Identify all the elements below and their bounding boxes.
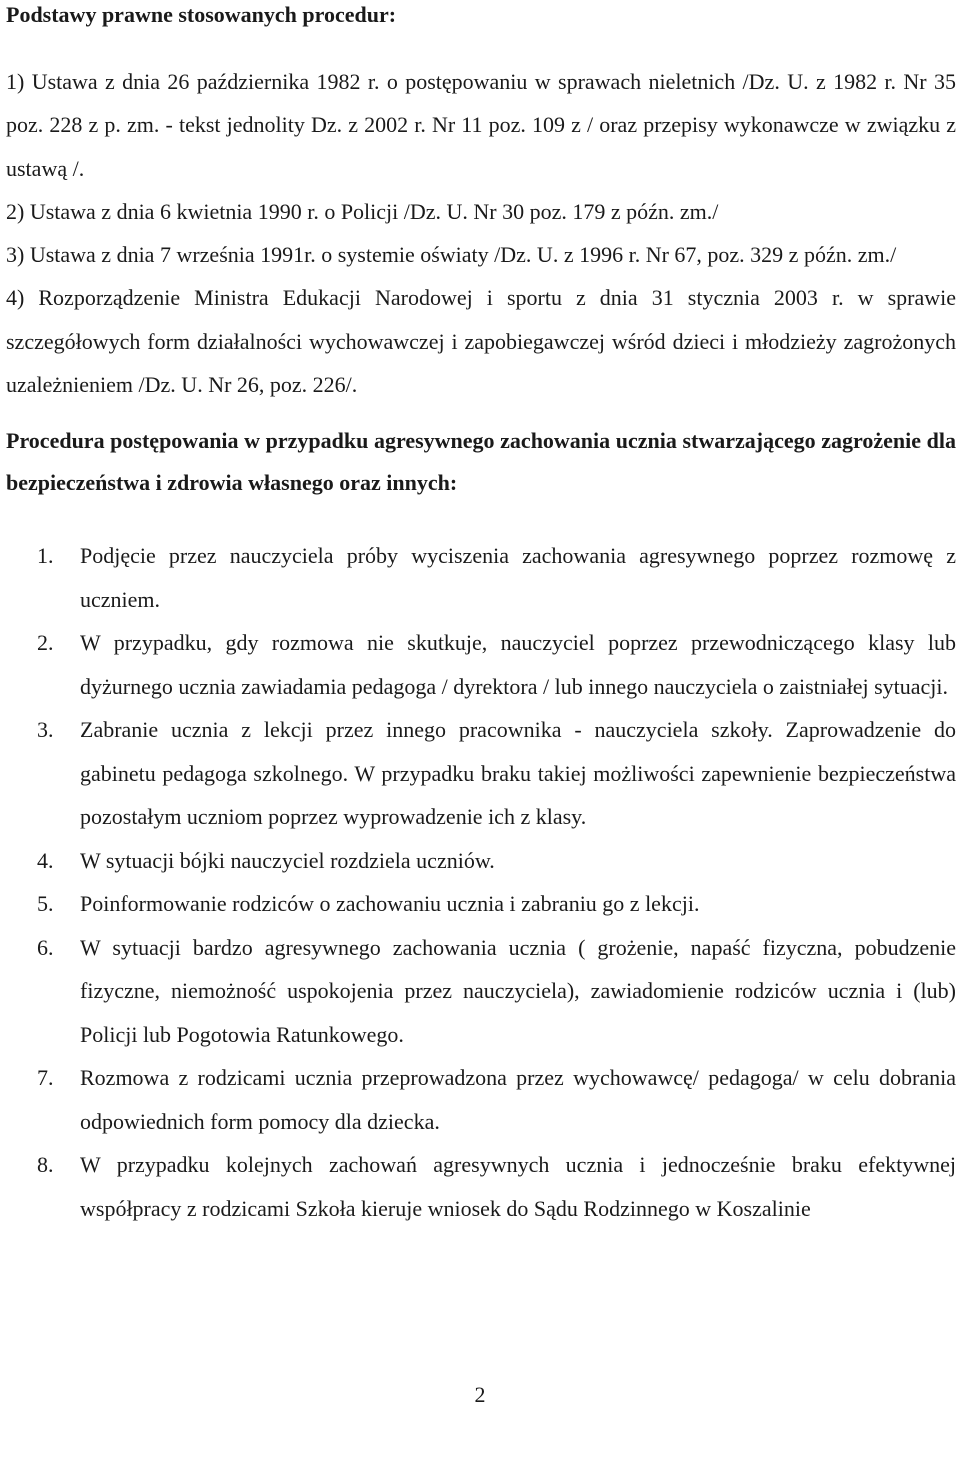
step-text: Poinformowanie rodziców o zachowaniu ucznia i zabraniu go z lekcji. bbox=[80, 891, 700, 916]
step-number: 6. bbox=[37, 934, 54, 960]
step-number: 4. bbox=[37, 847, 54, 873]
legal-basis-item: 3) Ustawa z dnia 7 września 1991r. o systemie oświaty /Dz. U. z 1996 r. Nr 67, poz. 329 z późn. zm./ bbox=[6, 242, 897, 268]
page-number: 2 bbox=[474, 1382, 486, 1407]
procedure-step bbox=[0, 839, 956, 883]
step-text: W przypadku kolejnych zachowań agresywnych ucznia i jednocześnie braku efektywnej współpracy z rodzicami Szkoła kieruje wniosek do Sądu Rodzinnego w Koszalinie bbox=[80, 1152, 956, 1221]
step-number: 8. bbox=[37, 1152, 54, 1177]
step-number: 1. bbox=[37, 543, 54, 568]
procedure-step bbox=[0, 1143, 956, 1230]
step-text: Podjęcie przez nauczyciela próby wyciszenia zachowania agresywnego poprzez rozmowę z uczniem. bbox=[80, 543, 956, 612]
procedure-step bbox=[0, 926, 956, 1057]
step-number: 7. bbox=[37, 1065, 54, 1090]
step-text: W przypadku, gdy rozmowa nie skutkuje, nauczyciel poprzez przewodniczącego klasy lub dyżurnego ucznia zawiadamia pedagoga / dyrektora / lub innego nauczyciela o zaistniałej sytuacji. bbox=[80, 630, 956, 699]
legal-basis-item: 1) Ustawa z dnia 26 października 1982 r. o postępowaniu w sprawach nieletnich /Dz. U. z 1982 r. Nr 35 poz. 228 z p. zm. - tekst jednolity Dz. z 2002 r. Nr 11 poz. 109 z / oraz przepisy wykonawcze w związku z ustawą /. bbox=[6, 69, 956, 181]
procedure-steps-list bbox=[0, 534, 956, 1230]
step-number: 5. bbox=[37, 891, 54, 916]
procedure-step bbox=[0, 534, 956, 621]
step-number: 2. bbox=[37, 630, 54, 655]
step-number: 3. bbox=[37, 717, 54, 742]
procedure-step bbox=[0, 621, 956, 708]
legal-basis-item: 2) Ustawa z dnia 6 kwietnia 1990 r. o Policji /Dz. U. Nr 30 poz. 179 z późn. zm./ bbox=[6, 198, 719, 224]
section-heading: Podstawy prawne stosowanych procedur: bbox=[6, 2, 397, 27]
procedure-step bbox=[0, 708, 956, 839]
step-text: W sytuacji bardzo agresywnego zachowania ucznia ( grożenie, napaść fizyczna, pobudzenie fizyczne, niemożność uspokojenia przez nauczyciela), zawiadomienie rodziców ucznia i (lub) Policji lub Pogotowia Ratunkowego. bbox=[80, 934, 956, 1047]
procedure-step bbox=[0, 1056, 956, 1143]
step-text: W sytuacji bójki nauczyciel rozdziela uczniów. bbox=[80, 847, 495, 873]
procedure-step bbox=[0, 882, 956, 926]
legal-basis-item: 4) Rozporządzenie Ministra Edukacji Narodowej i sportu z dnia 31 stycznia 2003 r. w sprawie szczegółowych form działalności wychowawczej i zapobiegawczej wśród dzieci i młodzieży zagrożonych uzależnieniem /Dz. U. Nr 26, poz. 226/. bbox=[6, 285, 956, 398]
step-text: Rozmowa z rodzicami ucznia przeprowadzona przez wychowawcę/ pedagoga/ w celu dobrania odpowiednich form pomocy dla dziecka. bbox=[80, 1065, 956, 1134]
procedure-title: Procedura postępowania w przypadku agresywnego zachowania ucznia stwarzającego zagrożenie dla bezpieczeństwa i zdrowia własnego oraz innych: bbox=[6, 428, 956, 495]
legal-bases-list bbox=[6, 60, 956, 406]
step-text: Zabranie ucznia z lekcji przez innego pracownika - nauczyciela szkoły. Zaprowadzenie do gabinetu pedagoga szkolnego. W przypadku braku takiej możliwości zapewnienie bezpieczeństwa pozostałym uczniom poprzez wyprowadzenie ich z klasy. bbox=[80, 717, 956, 829]
